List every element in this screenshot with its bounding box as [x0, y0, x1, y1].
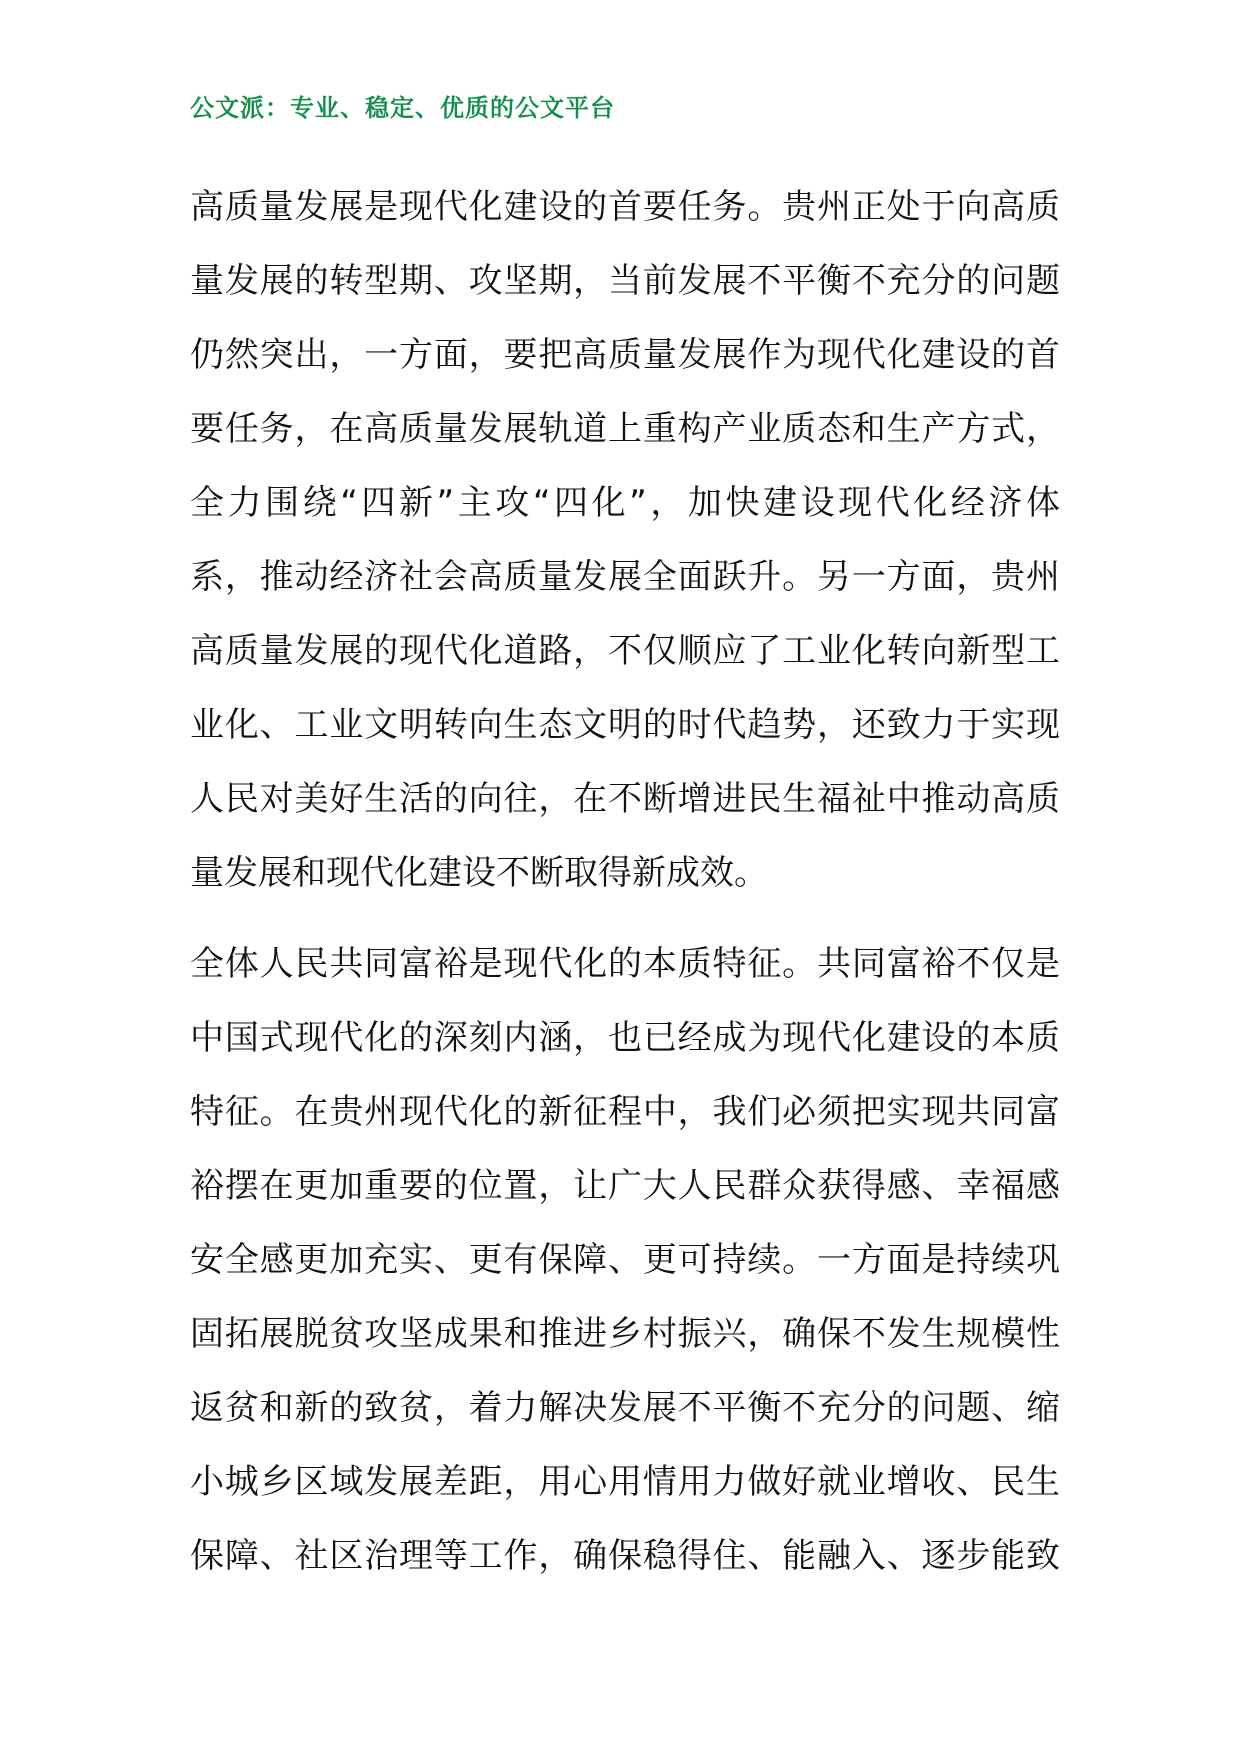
- paragraph-line: 仍然突出，一方面，要把高质量发展作为现代化建设的首: [190, 335, 1060, 375]
- paragraph-line: 全体人民共同富裕是现代化的本质特征。共同富裕不仅是: [190, 944, 1060, 984]
- paragraph-line: 高质量发展的现代化道路，不仅顺应了工业化转向新型工: [190, 631, 1060, 671]
- paragraph-line: 裕摆在更加重要的位置，让广大人民群众获得感、幸福感: [190, 1166, 1060, 1206]
- paragraph-line: 保障、社区治理等工作，确保稳得住、能融入、逐步能致: [190, 1536, 1060, 1576]
- paragraph-line: 固拓展脱贫攻坚成果和推进乡村振兴，确保不发生规模性: [190, 1314, 1060, 1354]
- paragraph-1: [190, 170, 1060, 910]
- paragraph-2: [190, 927, 1060, 1593]
- paragraph-line: 量发展和现代化建设不断取得新成效。: [190, 853, 768, 893]
- paragraph-line: 中国式现代化的深刻内涵，也已经成为现代化建设的本质: [190, 1018, 1060, 1058]
- paragraph-line: 安全感更加充实、更有保障、更可持续。一方面是持续巩: [190, 1240, 1060, 1280]
- paragraph-line: 人民对美好生活的向往，在不断增进民生福祉中推动高质: [190, 779, 1060, 819]
- paragraph-line: 特征。在贵州现代化的新征程中，我们必须把实现共同富: [190, 1092, 1060, 1132]
- paragraph-line: 返贫和新的致贫，着力解决发展不平衡不充分的问题、缩: [190, 1388, 1060, 1428]
- paragraph-line: 高质量发展是现代化建设的首要任务。贵州正处于向高质: [190, 187, 1060, 227]
- paragraph-line: 全力围绕“四新”主攻“四化”，加快建设现代化经济体: [190, 483, 1060, 523]
- paragraph-line: 系，推动经济社会高质量发展全面跃升。另一方面，贵州: [190, 557, 1060, 597]
- page-header: 公文派：专业、稳定、优质的公文平台: [190, 94, 615, 122]
- paragraph-line: 要任务，在高质量发展轨道上重构产业质态和生产方式，: [190, 409, 1060, 449]
- paragraph-line: 量发展的转型期、攻坚期，当前发展不平衡不充分的问题: [190, 261, 1060, 301]
- paragraph-line: 业化、工业文明转向生态文明的时代趋势，还致力于实现: [190, 705, 1060, 745]
- paragraph-line: 小城乡区域发展差距，用心用情用力做好就业增收、民生: [190, 1462, 1060, 1502]
- document-body: [190, 170, 1060, 1610]
